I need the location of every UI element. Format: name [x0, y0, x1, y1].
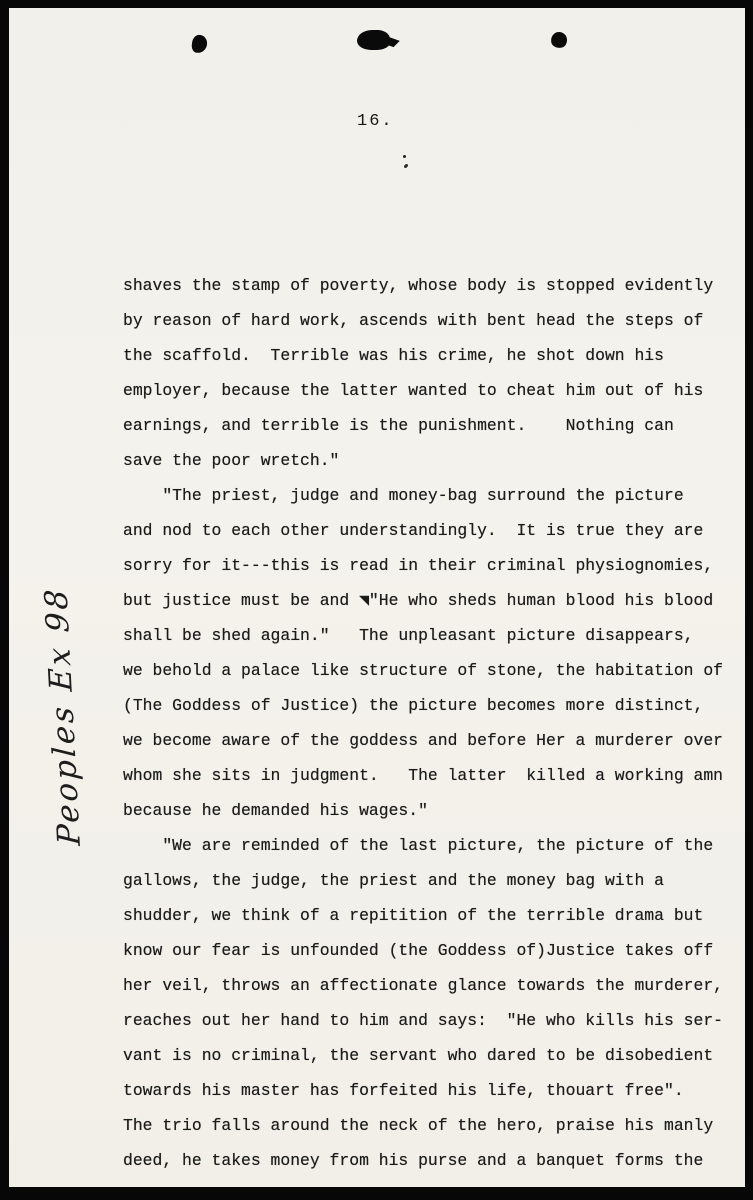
text-line: whom she sits in judgment. The latter killed a working amn: [123, 766, 723, 785]
text-line: but justice must be and ◥"He who sheds human blood his blood: [123, 591, 714, 610]
text-line: know our fear is unfounded (the Goddess of)Justice takes off: [123, 941, 714, 960]
text-line: save the poor wretch.": [123, 451, 340, 470]
ink-speck: [403, 155, 406, 158]
text-line: shudder, we think of a repitition of the terrible drama but: [123, 906, 704, 925]
text-line: employer, because the latter wanted to cheat him out of his: [123, 381, 704, 400]
text-line: earnings, and terrible is the punishment. Nothing can: [123, 416, 674, 435]
scan-border-left: [0, 0, 9, 1200]
ink-blot-icon: [191, 34, 208, 54]
text-line: towards his master has forfeited his life, thouart free".: [123, 1081, 684, 1100]
text-line: we become aware of the goddess and before Her a murderer over: [123, 731, 723, 750]
text-line: The trio falls around the neck of the hero, praise his manly: [123, 1116, 714, 1135]
text-line: (The Goddess of Justice) the picture becomes more distinct,: [123, 696, 704, 715]
text-line: gallows, the judge, the priest and the money bag with a: [123, 871, 664, 890]
text-line: shaves the stamp of poverty, whose body is stopped evidently: [123, 276, 714, 295]
scan-border-bottom: [0, 1187, 753, 1200]
text-line: vant is no criminal, the servant who dared to be disobedient: [123, 1046, 714, 1065]
text-line: her veil, throws an affectionate glance towards the murderer,: [123, 976, 723, 995]
text-line: shall be shed again." The unpleasant picture disappears,: [123, 626, 694, 645]
text-line: and nod to each other understandingly. It is true they are: [123, 521, 704, 540]
exhibit-stamp-handwriting: Peoples Ex 98: [38, 585, 88, 847]
text-line: "We are reminded of the last picture, the picture of the: [123, 836, 714, 855]
text-line: the scaffold. Terrible was his crime, he shot down his: [123, 346, 664, 365]
typed-text-block: [123, 268, 753, 1178]
text-line: by reason of hard work, ascends with bent head the steps of: [123, 311, 704, 330]
ink-blot-icon: [550, 31, 569, 50]
text-line: because he demanded his wages.": [123, 801, 428, 820]
text-line: deed, he takes money from his purse and a banquet forms the: [123, 1151, 704, 1170]
scan-border-top: [0, 0, 753, 8]
text-line: we behold a palace like structure of stone, the habitation of: [123, 661, 723, 680]
page-number: 16.: [357, 112, 394, 131]
text-line: sorry for it---this is read in their criminal physiognomies,: [123, 556, 714, 575]
text-line: reaches out her hand to him and says: "He who kills his ser-: [123, 1011, 723, 1030]
text-line: "The priest, judge and money-bag surround the picture: [123, 486, 684, 505]
ink-blot-icon: [357, 30, 390, 50]
